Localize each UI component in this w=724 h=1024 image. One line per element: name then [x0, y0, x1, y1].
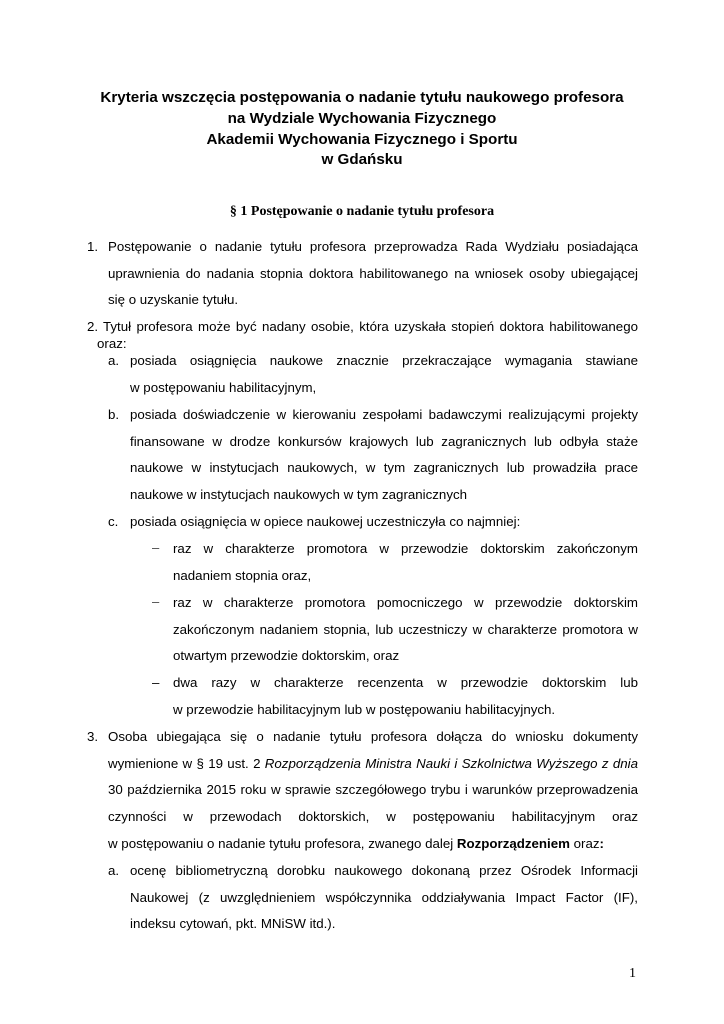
item-2b-line-2: finansowane w drodze konkursów krajowych lub zagranicznych lub odbyła staże — [130, 434, 638, 449]
item-1-line-1: Postępowanie o nadanie tytułu profesora przeprowadza Rada Wydziału posiadająca — [108, 239, 638, 254]
document-title-line-3: Akademii Wychowania Fizycznego i Sportu — [206, 131, 518, 148]
item-1-line-2: uprawnienia do nadania stopnia doktora habilitowanego na wniosek osoby ubiegającej — [108, 266, 638, 281]
item-3-line-5-prefix: w postępowaniu o nadanie tytułu profesora, zwanego dalej — [108, 836, 457, 851]
item-2b-marker: b. — [108, 407, 120, 422]
dash-2-line-3: otwartym przewodzie doktorskim, oraz — [173, 648, 400, 663]
item-2-marker: 2. — [87, 319, 99, 334]
item-2b-line-1: posiada doświadczenie w kierowaniu zespołami badawczymi realizującymi projekty — [130, 407, 638, 422]
dash-2-marker: – — [152, 594, 160, 609]
document-title-line-4: w Gdańsku — [321, 151, 403, 168]
regulation-short-name-bold: Rozporządzeniem — [456, 836, 570, 851]
dash-2-line-1: raz w charakterze promotora pomocniczego w przewodzie doktorskim — [173, 595, 638, 610]
item-2-line-1: Tytuł profesora może być nadany osobie, która uzyskała stopień doktora habilitowanego — [103, 319, 638, 334]
item-3-line-2-prefix: wymienione w § 19 ust. 2 — [108, 756, 265, 771]
item-3-line-2 — [108, 755, 638, 772]
item-2a-marker: a. — [108, 353, 120, 368]
dash-3-marker: – — [152, 675, 160, 690]
item-2-line-2: oraz: — [97, 336, 127, 351]
dash-3-line-1: dwa razy w charakterze recenzenta w przewodzie doktorskim lub — [173, 675, 638, 690]
item-1-marker: 1. — [87, 239, 99, 254]
section-heading: § 1 Postępowanie o nadanie tytułu profesora — [229, 204, 495, 219]
item-1-line-3: się o uzyskanie tytułu. — [108, 292, 239, 307]
item-3a-line-2: Naukowej (z uwzględnieniem współczynnika oddziaływania Impact Factor (IF), — [130, 890, 638, 905]
item-2b-line-4: naukowe w instytucjach naukowych w tym zagranicznych — [130, 487, 468, 502]
item-2c-marker: c. — [108, 514, 119, 529]
item-3a-line-1: ocenę bibliometryczną dorobku naukowego dokonaną przez Ośrodek Informacji — [130, 863, 638, 878]
item-3-marker: 3. — [87, 729, 99, 744]
item-2a-line-1: posiada osiągnięcia naukowe znacznie przekraczające wymagania stawiane — [130, 353, 638, 368]
dash-2-line-2: zakończonym nadaniem stopnia, lub uczestniczy w charakterze promotora w — [173, 622, 638, 637]
item-2a-line-2: w postępowaniu habilitacyjnym, — [130, 380, 317, 395]
item-3-line-5-mid: oraz — [569, 836, 600, 851]
dash-1-line-2: nadaniem stopnia oraz, — [173, 568, 312, 583]
page-number: 1 — [629, 966, 636, 981]
item-3a-line-3: indeksu cytowań, pkt. MNiSW itd.). — [130, 916, 336, 931]
item-3-line-1: Osoba ubiegająca się o nadanie tytułu profesora dołącza do wniosku dokumenty — [108, 729, 638, 744]
regulation-title-italic: Rozporządzenia Ministra Nauki i Szkolnictwa Wyższego z dnia — [264, 756, 638, 771]
item-3-line-4: czynności w przewodach doktorskich, w postępowaniu habilitacyjnym oraz — [108, 809, 638, 824]
document-title-line-2: na Wydziale Wychowania Fizycznego — [227, 110, 497, 127]
item-2c-line-1: posiada osiągnięcia w opiece naukowej uczestniczyła co najmniej: — [130, 514, 521, 529]
item-3-line-3: 30 października 2015 roku w sprawie szczegółowego trybu i warunków przeprowadzenia — [108, 782, 638, 797]
dash-3-line-2: w przewodzie habilitacyjnym lub w postępowaniu habilitacyjnych. — [173, 702, 556, 717]
item-3-line-5 — [108, 835, 604, 852]
document-title-line-1: Kryteria wszczęcia postępowania o nadanie tytułu naukowego profesora — [100, 89, 624, 106]
item-2b-line-3: naukowe w instytucjach naukowych, w tym zagranicznych lub prowadziła prace — [130, 460, 638, 475]
item-3a-marker: a. — [108, 863, 120, 878]
item-3-line-5-colon: : — [599, 836, 604, 851]
dash-1-line-1: raz w charakterze promotora w przewodzie doktorskim zakończonym — [173, 541, 638, 556]
dash-1-marker: – — [152, 540, 160, 555]
